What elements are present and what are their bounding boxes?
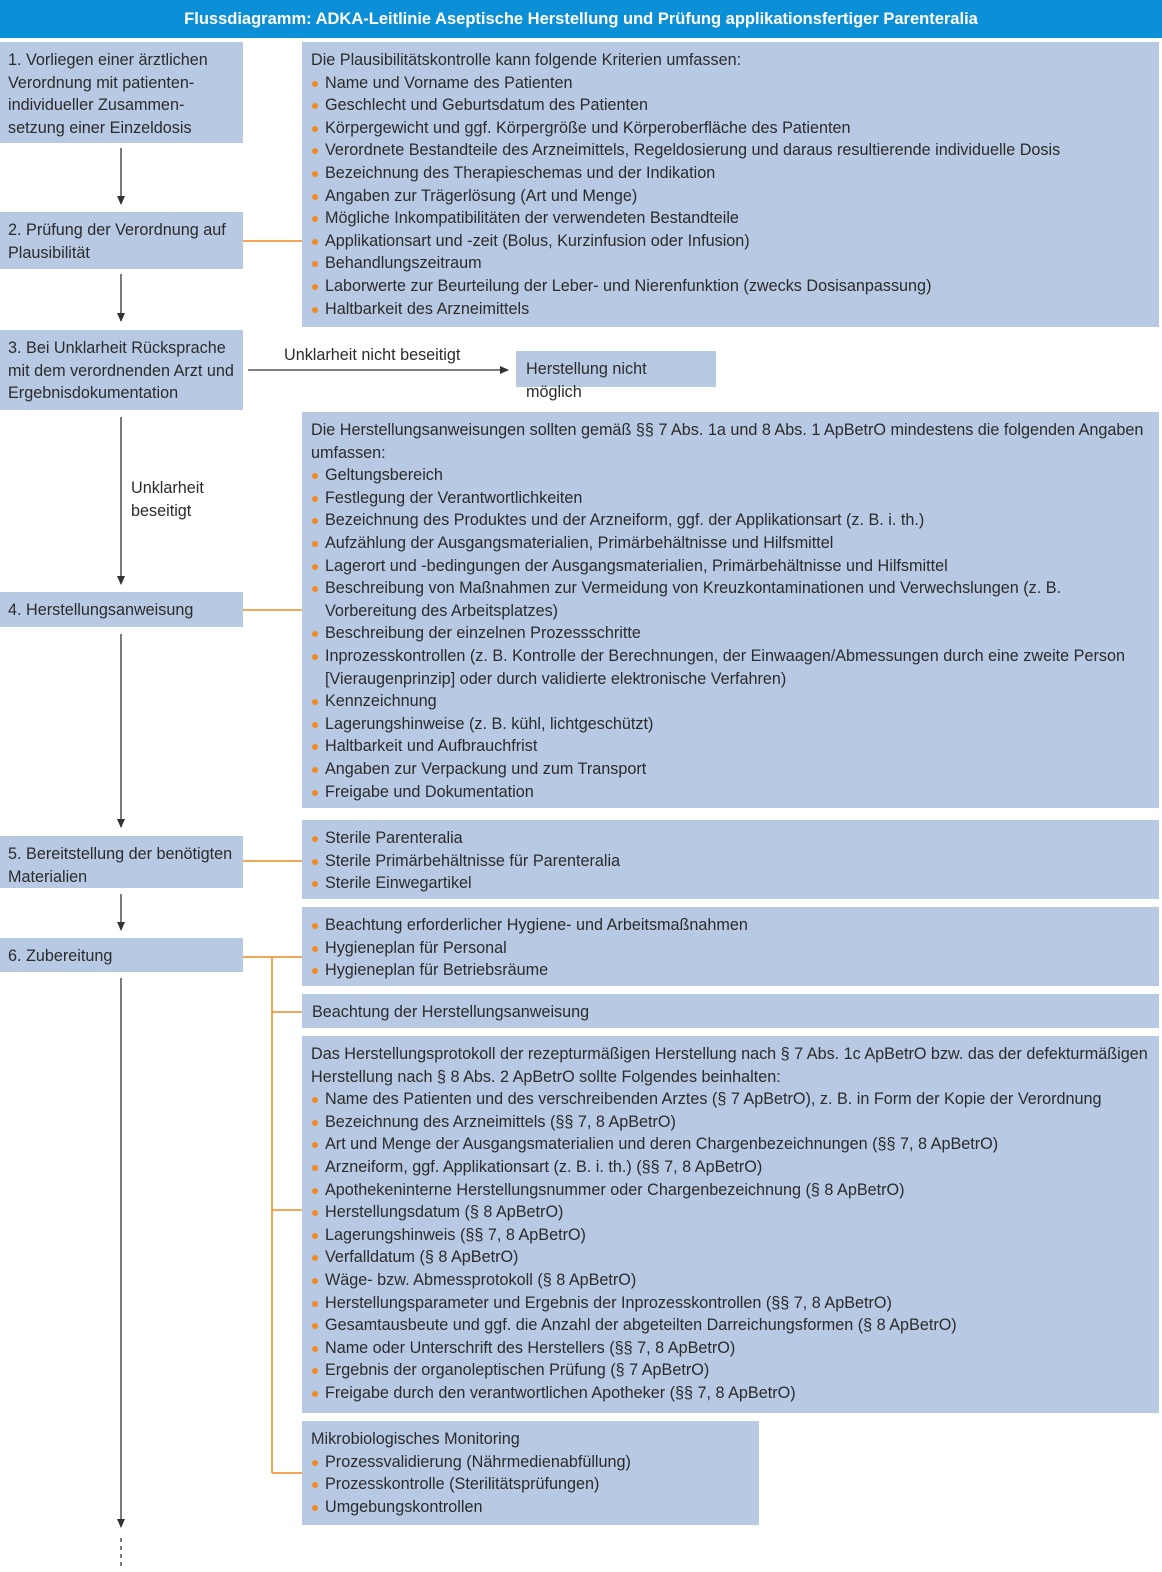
hygiene-list [311, 914, 1149, 982]
bullet-item: Sterile Einwegartikel [311, 872, 1149, 895]
bullet-item: Angaben zur Trägerlösung (Art und Menge) [311, 185, 1149, 208]
observe-instruction-text: Beachtung der Herstellungsanweisung [312, 1003, 590, 1021]
edge-label-resolved: Unklarheit beseitigt [131, 479, 204, 520]
bullet-item: Behandlungszeitraum [311, 252, 1149, 275]
hygiene-box [302, 907, 1159, 986]
step-number: 1. [8, 51, 22, 69]
bullet-item: Herstellungsparameter und Ergebnis der Inprozesskontrollen (§§ 7, 8 ApBetrO) [311, 1292, 1149, 1315]
bullet-item: Ergebnis der organoleptischen Prüfung (§ 7 ApBetrO) [311, 1359, 1149, 1382]
bullet-item: Inprozesskontrollen (z. B. Kontrolle der Berechnungen, der Einwaagen/Abmessungen durch eine zweite Person [Vieraugenprinzip] oder durch validierte elektronische Verfahren) [311, 645, 1149, 690]
instructions-intro: Die Herstellungsanweisungen sollten gemäß §§ 7 Abs. 1a und 8 Abs. 1 ApBetrO mindestens die folgenden Angaben umfassen: [311, 421, 1144, 462]
bullet-item: Prozessvalidierung (Nährmedienabfüllung) [311, 1451, 749, 1474]
bullet-item: Name oder Unterschrift des Herstellers (§§ 7, 8 ApBetrO) [311, 1337, 1149, 1360]
step-4-box [0, 592, 243, 627]
page-title: Flussdiagramm: ADKA-Leitlinie Aseptische Herstellung und Prüfung applikationsfertiger Parenteralia [0, 0, 1162, 38]
not-possible-box [516, 351, 716, 401]
bullet-item: Art und Menge der Ausgangsmaterialien und deren Chargenbezeichnungen (§§ 7, 8 ApBetrO) [311, 1133, 1149, 1156]
step-text: Zubereitung [26, 947, 113, 965]
step-2-box [0, 212, 243, 269]
bullet-item: Angaben zur Verpackung und zum Transport [311, 758, 1149, 781]
bullet-item: Verfalldatum (§ 8 ApBetrO) [311, 1246, 1149, 1269]
plausibility-intro: Die Plausibilitätskontrolle kann folgende Kriterien umfassen: [311, 51, 742, 69]
step-number: 4. [8, 601, 22, 619]
bullet-item: Geschlecht und Geburtsdatum des Patienten [311, 94, 1149, 117]
monitoring-intro: Mikrobiologisches Monitoring [311, 1430, 520, 1448]
bullet-item: Laborwerte zur Beurteilung der Leber- und Nierenfunktion (zwecks Dosisanpassung) [311, 275, 1149, 298]
bullet-item: Umgebungskontrollen [311, 1496, 749, 1519]
step-1-box [0, 42, 243, 143]
step-text: Bereitstellung der benötigten Materialien [8, 845, 233, 886]
bullet-item: Name des Patienten und des verschreibenden Arztes (§ 7 ApBetrO), z. B. in Form der Kopie der Verordnung [311, 1088, 1149, 1111]
materials-box [302, 820, 1159, 899]
plausibility-box [302, 42, 1159, 327]
step-6-box [0, 938, 243, 972]
bullet-item: Freigabe durch den verantwortlichen Apotheker (§§ 7, 8 ApBetrO) [311, 1382, 1149, 1405]
step-3-box [0, 330, 243, 410]
bullet-item: Hygieneplan für Betriebsräume [311, 959, 1149, 982]
bullet-item: Freigabe und Dokumentation [311, 781, 1149, 804]
bullet-item: Lagerort und -bedingungen der Ausgangsmaterialien, Primärbehältnisse und Hilfsmittel [311, 555, 1149, 578]
bullet-item: Wäge- bzw. Abmessprotokoll (§ 8 ApBetrO) [311, 1269, 1149, 1292]
step-number: 2. [8, 221, 22, 239]
bullet-item: Aufzählung der Ausgangsmaterialien, Primärbehältnisse und Hilfsmittel [311, 532, 1149, 555]
bullet-item: Lagerungshinweise (z. B. kühl, lichtgeschützt) [311, 713, 1149, 736]
plausibility-list [311, 72, 1149, 321]
bullet-item: Beachtung erforderlicher Hygiene- und Arbeitsmaßnahmen [311, 914, 1149, 937]
bullet-item: Beschreibung von Maßnahmen zur Vermeidung von Kreuzkontaminationen und Verwechslungen (z. B. Vorbereitung des Arbeitsplatzes) [311, 577, 1149, 622]
bullet-item: Sterile Parenteralia [311, 827, 1149, 850]
bullet-item: Lagerungshinweis (§§ 7, 8 ApBetrO) [311, 1224, 1149, 1247]
bullet-item: Körpergewicht und ggf. Körpergröße und Körperoberfläche des Patienten [311, 117, 1149, 140]
materials-list [311, 827, 1149, 895]
bullet-item: Kennzeichnung [311, 690, 1149, 713]
step-text: Vorliegen einer ärztlichen Verordnung mit patienten-individueller Zusammen-setzung einer Einzeldosis [8, 51, 208, 137]
bullet-item: Name und Vorname des Patienten [311, 72, 1149, 95]
observe-instruction-box [302, 994, 1159, 1028]
not-possible-text: Herstellung nicht möglich [526, 360, 647, 401]
bullet-item: Beschreibung der einzelnen Prozessschritte [311, 622, 1149, 645]
step-text: Herstellungsanweisung [26, 601, 194, 619]
protocol-intro: Das Herstellungsprotokoll der rezepturmäßigen Herstellung nach § 7 Abs. 1c ApBetrO bzw. das der defekturmäßigen Herstellung nach § 8 Abs. 2 ApBetrO sollte Folgendes beinhalten: [311, 1045, 1148, 1086]
bullet-item: Sterile Primärbehältnisse für Parenteralia [311, 850, 1149, 873]
bullet-item: Bezeichnung des Therapieschemas und der Indikation [311, 162, 1149, 185]
step-number: 5. [8, 845, 22, 863]
instructions-box [302, 412, 1159, 808]
bullet-item: Prozesskontrolle (Sterilitätsprüfungen) [311, 1473, 749, 1496]
bullet-item: Mögliche Inkompatibilitäten der verwendeten Bestandteile [311, 207, 1149, 230]
instructions-list [311, 464, 1149, 803]
step-text: Prüfung der Verordnung auf Plausibilität [8, 221, 226, 262]
monitoring-list [311, 1451, 749, 1519]
edge-label-not-resolved: Unklarheit nicht beseitigt [284, 346, 461, 364]
bullet-item: Arzneiform, ggf. Applikationsart (z. B. i. th.) (§§ 7, 8 ApBetrO) [311, 1156, 1149, 1179]
step-number: 6. [8, 947, 22, 965]
bullet-item: Bezeichnung des Produktes und der Arzneiform, ggf. der Applikationsart (z. B. i. th.) [311, 509, 1149, 532]
bullet-item: Verordnete Bestandteile des Arzneimittels, Regeldosierung und daraus resultierende individuelle Dosis [311, 139, 1149, 162]
step-number: 3. [8, 339, 22, 357]
bullet-item: Festlegung der Verantwortlichkeiten [311, 487, 1149, 510]
step-5-box [0, 836, 243, 888]
protocol-list [311, 1088, 1149, 1404]
step-text: Bei Unklarheit Rücksprache mit dem verordnenden Arzt und Ergebnisdokumentation [8, 339, 234, 403]
bullet-item: Bezeichnung des Arzneimittels (§§ 7, 8 ApBetrO) [311, 1111, 1149, 1134]
bullet-item: Haltbarkeit und Aufbrauchfrist [311, 735, 1149, 758]
bullet-item: Applikationsart und -zeit (Bolus, Kurzinfusion oder Infusion) [311, 230, 1149, 253]
bullet-item: Geltungsbereich [311, 464, 1149, 487]
bullet-item: Apothekeninterne Herstellungsnummer oder Chargenbezeichnung (§ 8 ApBetrO) [311, 1179, 1149, 1202]
bullet-item: Gesamtausbeute und ggf. die Anzahl der abgeteilten Darreichungsformen (§ 8 ApBetrO) [311, 1314, 1149, 1337]
monitoring-box [302, 1421, 759, 1525]
protocol-box [302, 1036, 1159, 1413]
bullet-item: Herstellungsdatum (§ 8 ApBetrO) [311, 1201, 1149, 1224]
bullet-item: Hygieneplan für Personal [311, 937, 1149, 960]
bullet-item: Haltbarkeit des Arzneimittels [311, 298, 1149, 321]
